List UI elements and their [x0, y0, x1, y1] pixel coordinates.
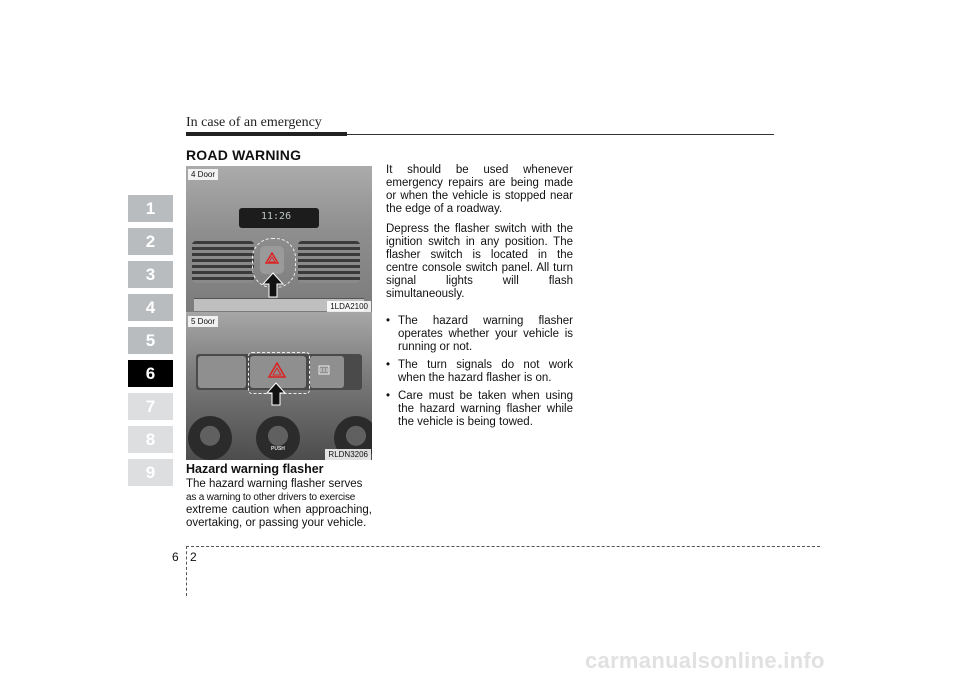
chapter-tab-8[interactable]: 8 [128, 426, 173, 453]
fan-speed-knob [188, 416, 232, 460]
paragraph-usage: It should be used whenever emergency repairs are being made or when the vehicle is stopped near the edge of a roadway. [386, 164, 573, 215]
rear-defrost-icon [318, 365, 330, 375]
clock-display-text: 11:26 [261, 211, 292, 222]
footer-divider [186, 546, 187, 596]
console-button-left [198, 356, 246, 388]
page-chapter-number: 6 [172, 550, 179, 564]
chapter-tab-6[interactable]: 6 [128, 360, 173, 387]
bullet-item: • The turn signals do not work when the hazard flasher is on. [386, 359, 573, 385]
figure-code-bottom: RLDN3206 [325, 449, 371, 460]
page-number: 2 [190, 550, 197, 564]
arrow-up-icon [266, 382, 286, 406]
right-air-vent [298, 241, 360, 283]
chapter-tab-1[interactable]: 1 [128, 195, 173, 222]
knob-push-text: PUSH [271, 446, 285, 452]
footer-rule [186, 546, 820, 547]
left-air-vent [192, 241, 254, 283]
chapter-tab-3[interactable]: 3 [128, 261, 173, 288]
right-column [386, 164, 573, 434]
left-body-text [186, 478, 372, 530]
arrow-up-icon [262, 272, 284, 298]
figure-caption: Hazard warning flasher [186, 462, 324, 476]
hazard-triangle-icon [268, 362, 286, 378]
chapter-tab-7[interactable]: 7 [128, 393, 173, 420]
left-body-line-2: as a warning to other drivers to exercise [186, 492, 356, 503]
paragraph-operation: Depress the flasher switch with the ignition switch in any position. The flasher switch is located in the centre console switch panel. All turn signal lights will flash simultaneously. [386, 223, 573, 300]
hazard-triangle-icon [265, 252, 279, 264]
page-header-title: In case of an emergency [186, 115, 322, 130]
bullet-item: • Care must be taken when using the hazard warning flasher while the vehicle is being towed. [386, 390, 573, 429]
header-rule-accent [186, 132, 347, 136]
chapter-tab-5[interactable]: 5 [128, 327, 173, 354]
chapter-tab-2[interactable]: 2 [128, 228, 173, 255]
left-body-line-1: The hazard warning flasher serves [186, 478, 363, 490]
figure-code-top: 1LDA2100 [327, 301, 371, 312]
chapter-tabs [128, 195, 173, 492]
figure-label-5-door: 5 Door [188, 316, 218, 327]
section-title: ROAD WARNING [186, 147, 302, 163]
figure-label-4-door: 4 Door [188, 169, 218, 180]
bullet-list [386, 315, 573, 429]
chapter-tab-4[interactable]: 4 [128, 294, 173, 321]
left-body-line-3: extreme caution when approaching, overtaking, or passing your vehicle. [186, 504, 372, 529]
chapter-tab-9[interactable]: 9 [128, 459, 173, 486]
bullet-item: • The hazard warning flasher operates whether your vehicle is running or not. [386, 315, 573, 354]
watermark: carmanualsonline.info [585, 648, 825, 673]
mode-knob [256, 416, 300, 460]
hazard-flasher-figure [186, 166, 372, 460]
